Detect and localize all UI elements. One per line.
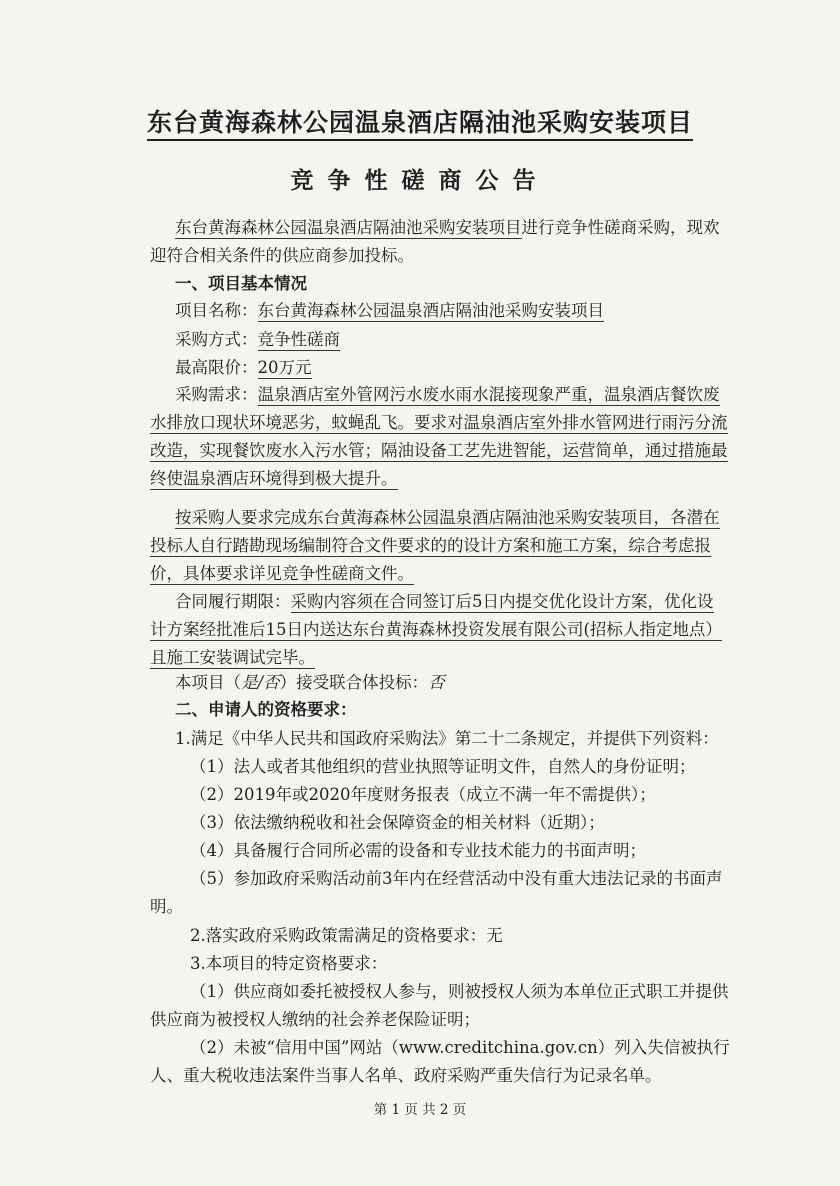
specific-sub-1-line-1: （1）供应商如委托被授权人参与，则被授权人须为本单位正式职工并提供	[190, 982, 729, 1001]
qualification-sub-5-line-1: （5）参加政府采购活动前3年内在经营活动中没有重大违法记录的书面声	[190, 869, 723, 888]
project-name-row: 项目名称：东台黄海森林公园温泉酒店隔油池采购安装项目	[175, 301, 604, 320]
qualification-item-1: 1.满足《中华人民共和国政府采购法》第二十二条规定，并提供下列资料：	[175, 729, 719, 748]
demand-line-4: 终使温泉酒店环境得到极大提升。	[150, 469, 398, 488]
demand-line-2: 水排放口现状环境恶劣，蚊蝇乱飞。要求对温泉酒店室外排水管网进行雨污分流	[150, 413, 728, 432]
specific-sub-2-line-2: 人、重大税收违法案件当事人名单、政府采购严重失信行为记录名单。	[150, 1066, 662, 1085]
intro-line-1: 东台黄海森林公园温泉酒店隔油池采购安装项目进行竞争性磋商采购，现欢	[175, 218, 720, 237]
qualification-sub-3: （3）依法缴纳税收和社会保障资金的相关材料（近期）；	[190, 813, 605, 832]
qualification-sub-1: （1）法人或者其他组织的营业执照等证明文件，自然人的身份证明；	[190, 757, 696, 776]
requirement-line-1: 按采购人要求完成东台黄海森林公园温泉酒店隔油池采购安装项目，各潜在	[175, 508, 720, 527]
qualification-item-3: 3.本项目的特定资格要求：	[190, 954, 388, 973]
period-line-2: 计方案经批准后15日内送达东台黄海森林投资发展有限公司(招标人指定地点）	[150, 620, 722, 639]
section1-heading: 一、项目基本情况	[175, 274, 307, 293]
period-line-1: 合同履行期限：采购内容须在合同签订后5日内提交优化设计方案，优化设	[175, 592, 714, 611]
intro-line-2: 迎符合相关条件的供应商参加投标。	[150, 246, 414, 265]
period-line-3: 且施工安装调试完毕。	[150, 648, 315, 667]
document-title: 东台黄海森林公园温泉酒店隔油池采购安装项目	[0, 103, 840, 139]
procurement-method-row: 采购方式：竞争性磋商	[175, 330, 340, 349]
max-price-row: 最高限价：20万元	[175, 358, 312, 377]
requirement-line-3: 价，具体要求详见竞争性磋商文件。	[150, 564, 414, 583]
consortium-row: 本项目（是/否）接受联合体投标：否	[175, 673, 445, 692]
qualification-sub-4: （4）具备履行合同所必需的设备和专业技术能力的书面声明；	[190, 841, 646, 860]
page-footer: 第 1 页 共 2 页	[373, 1102, 467, 1118]
specific-sub-2-line-1: （2）未被“信用中国”网站（www.creditchina.gov.cn）列入失信被执行	[190, 1038, 730, 1057]
demand-line-3: 改造，实现餐饮废水入污水管；隔油设备工艺先进智能，运营简单，通过措施最	[150, 441, 728, 460]
qualification-sub-2: （2）2019年或2020年度财务报表（成立不满一年不需提供）；	[190, 785, 656, 804]
specific-sub-1-line-2: 供应商为被授权人缴纳的社会养老保险证明；	[150, 1010, 480, 1029]
section2-heading: 二、申请人的资格要求：	[175, 700, 357, 719]
qualification-sub-5-line-2: 明。	[150, 897, 183, 916]
requirement-line-2: 投标人自行踏勘现场编制符合文件要求的的设计方案和施工方案，综合考虑报	[150, 536, 711, 555]
qualification-item-2: 2.落实政府采购政策需满足的资格要求：无	[190, 926, 503, 945]
demand-line-1: 采购需求：温泉酒店室外管网污水废水雨水混接现象严重，温泉酒店餐饮废	[175, 385, 720, 404]
document-subtitle: 竞争性磋商公告	[290, 167, 550, 194]
